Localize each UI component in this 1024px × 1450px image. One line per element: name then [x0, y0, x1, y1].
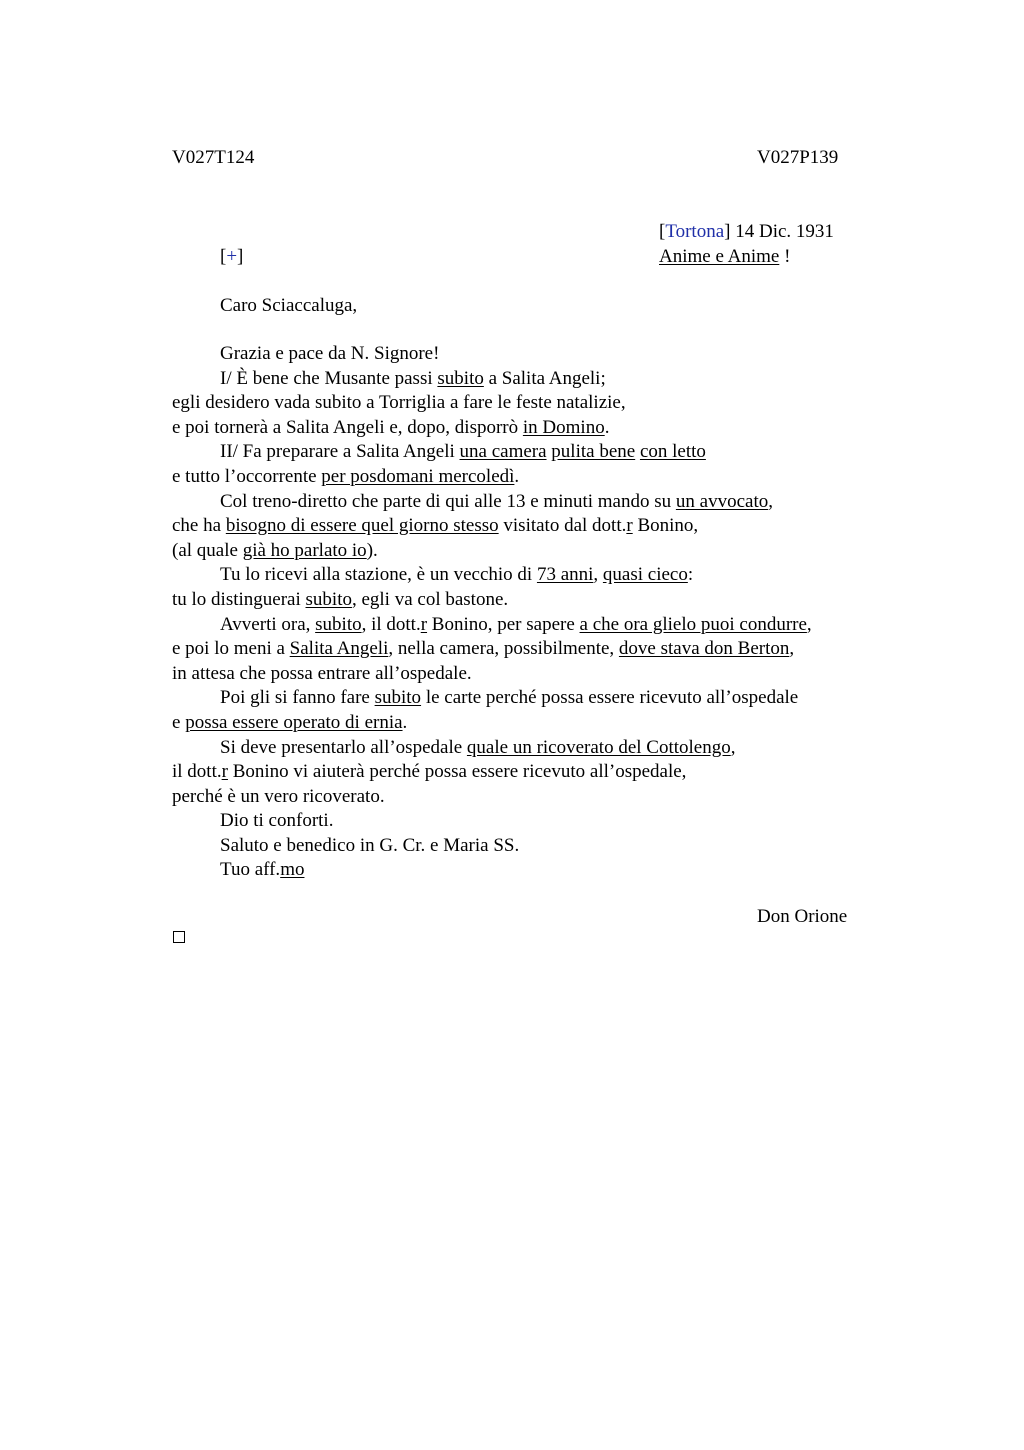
underlined-text: possa essere operato di ernia	[185, 711, 403, 733]
dateline	[659, 220, 834, 245]
body-line	[172, 588, 872, 613]
dateline-bracket-open: [	[659, 221, 666, 242]
body-text-segment: , il dott.	[361, 613, 421, 635]
underlined-text: dove stava don Berton	[618, 638, 790, 660]
body-text-segment: Col treno-diretto che parte di qui alle 13 e minuti mando su	[220, 490, 676, 512]
body-text-segment: in attesa che possa entrare all’ospedale.	[172, 662, 472, 684]
body-text-segment: e	[172, 711, 186, 733]
underlined-text: subito	[315, 613, 362, 635]
body-text-segment: ,	[806, 613, 812, 635]
body-line	[172, 686, 872, 711]
body-line	[172, 563, 872, 588]
body-line	[172, 391, 872, 416]
underlined-text: bisogno di essere quel giorno stesso	[225, 515, 499, 537]
dateline-date: ] 14 Dic. 1931	[724, 221, 834, 242]
cross-bracket-open: [	[220, 246, 227, 267]
body-text-segment: Bonino,	[632, 515, 699, 537]
body-text-segment: (al quale	[172, 539, 243, 561]
body-line	[172, 416, 872, 441]
body-text-segment: ,	[593, 564, 603, 586]
underlined-text: in Domino	[522, 416, 605, 438]
body-text-segment: I/ È bene che Musante passi	[220, 367, 438, 389]
body-text-segment: .	[604, 416, 610, 438]
body-line	[172, 736, 872, 761]
body-text-segment: e poi tornerà a Salita Angeli e, dopo, disporrò	[172, 416, 523, 438]
motto-punct: !	[779, 246, 791, 267]
underlined-text: già ho parlato io	[242, 539, 367, 561]
body-text-segment: perché è un vero ricoverato.	[172, 785, 385, 807]
underlined-text: quale un ricoverato del Cottolengo	[466, 736, 731, 758]
body-text-segment: :	[687, 564, 694, 586]
body-text-segment: .	[402, 711, 408, 733]
body-text-segment: a Salita Angeli;	[483, 367, 606, 389]
body-line	[172, 613, 872, 638]
underlined-text: 73 anni	[536, 564, 594, 586]
cross-mark	[220, 245, 243, 270]
body-text-segment: visitato dal dott.	[498, 515, 627, 537]
body-line	[172, 514, 872, 539]
underlined-text: una camera	[459, 441, 547, 463]
body-line	[172, 637, 872, 662]
body-text-segment: tu lo distinguerai	[172, 588, 306, 610]
body-text-segment: , nella camera, possibilmente,	[388, 638, 619, 660]
body-text-segment: ).	[366, 539, 378, 561]
body-line	[172, 342, 872, 367]
body-text-segment: , egli va col bastone.	[351, 588, 509, 610]
body-text-segment: II/ Fa preparare a Salita Angeli	[220, 441, 460, 463]
body-text-segment: Dio ti conforti.	[220, 810, 334, 832]
body-line	[172, 809, 872, 834]
body-line	[172, 711, 872, 736]
underlined-text: Salita Angeli	[289, 638, 389, 660]
underlined-text: subito	[437, 367, 484, 389]
body-text-segment: e poi lo meni a	[172, 638, 290, 660]
body-text-segment: Avverti ora,	[220, 613, 316, 635]
body-text-segment: che ha	[172, 515, 226, 537]
header-right-code: V027P139	[757, 147, 839, 168]
underlined-text: quasi cieco	[602, 564, 688, 586]
underlined-text: mo	[280, 859, 305, 881]
body-line	[172, 490, 872, 515]
body-line	[172, 367, 872, 392]
motto-text: Anime e Anime	[659, 246, 780, 267]
body-text-segment: Bonino, per sapere	[427, 613, 580, 635]
signature: Don Orione	[757, 906, 848, 927]
underlined-text: con letto	[639, 441, 706, 463]
motto	[659, 245, 790, 270]
body-line	[172, 465, 872, 490]
body-text-segment: Si deve presentarlo all’ospedale	[220, 736, 467, 758]
header-left-code: V027T124	[172, 147, 255, 168]
cross-symbol: +	[226, 246, 238, 267]
end-square-icon	[173, 931, 185, 943]
body-text-segment: .	[514, 465, 520, 487]
underlined-text: pulita bene	[551, 441, 636, 463]
cross-bracket-close: ]	[237, 246, 244, 267]
body-line	[172, 760, 872, 785]
body-line	[172, 539, 872, 564]
underlined-text: subito	[374, 687, 422, 709]
body-text-segment: Tu lo ricevi alla stazione, è un vecchio di	[220, 564, 537, 586]
body-line	[172, 834, 872, 859]
body-text-segment: le carte perché possa essere ricevuto all’ospedale	[421, 687, 799, 709]
body-text-segment: Saluto e benedico in G. Cr. e Maria SS.	[220, 834, 520, 856]
underlined-text: un avvocato	[675, 490, 769, 512]
body-text-segment: ,	[768, 490, 773, 512]
underlined-text: r	[221, 761, 228, 783]
body-text-segment: ,	[789, 638, 795, 660]
body-text-segment: Tuo aff.	[220, 859, 281, 881]
body-text-segment: Poi gli si fanno fare	[220, 687, 375, 709]
body-text-segment: e tutto l’occorrente	[172, 465, 322, 487]
body-text-segment: egli desidero vada subito a Torriglia a fare le feste natalizie,	[172, 392, 626, 414]
body-text-segment: il dott.	[172, 761, 222, 783]
body-text-segment: ,	[730, 736, 736, 758]
dateline-place: Tortona	[665, 221, 725, 242]
underlined-text: r	[420, 613, 428, 635]
underlined-text: a che ora glielo puoi condurre	[579, 613, 807, 635]
letter-body	[172, 342, 872, 883]
body-line	[172, 858, 872, 883]
underlined-text: r	[626, 515, 633, 537]
body-line	[172, 440, 872, 465]
salutation: Caro Sciaccaluga,	[220, 295, 358, 316]
underlined-text: subito	[305, 588, 352, 610]
body-text-segment: Grazia e pace da N. Signore!	[220, 343, 440, 364]
underlined-text: per posdomani mercoledì	[321, 465, 515, 487]
body-text-segment: Bonino vi aiuterà perché possa essere ricevuto all’ospedale,	[227, 761, 687, 783]
body-line	[172, 662, 872, 687]
body-line	[172, 785, 872, 810]
